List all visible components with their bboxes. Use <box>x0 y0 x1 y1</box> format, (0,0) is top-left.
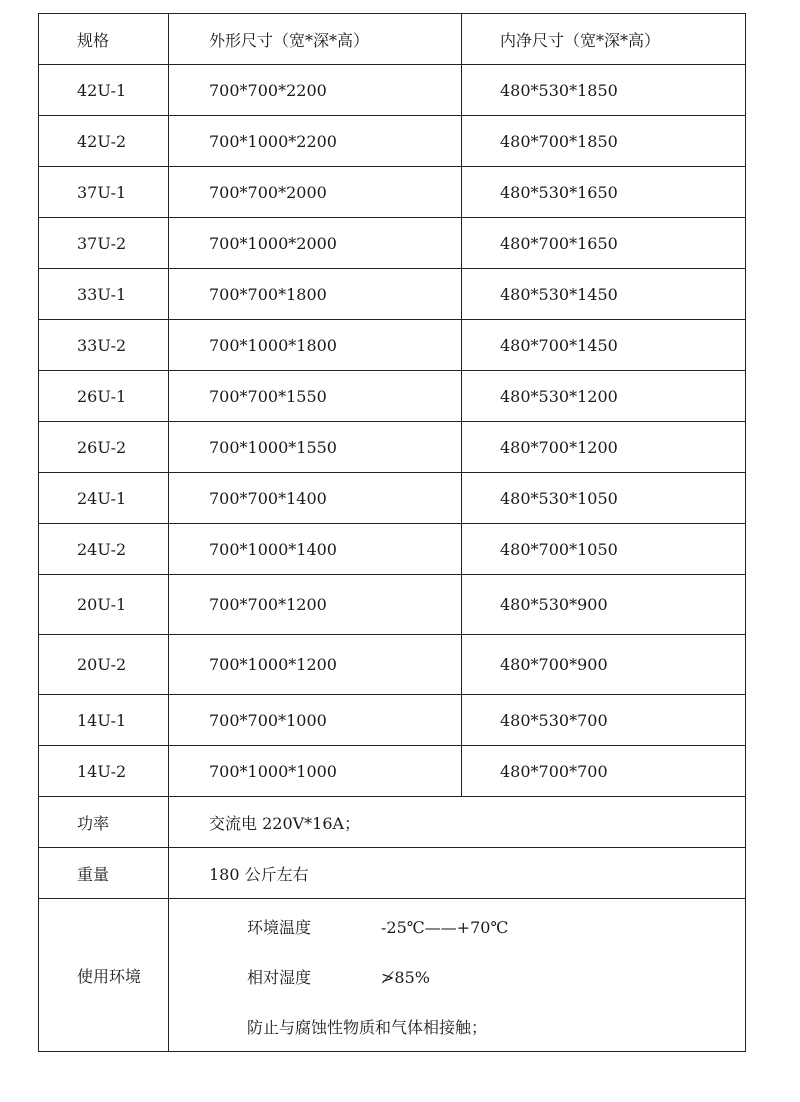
spec-cell: 37U-2 <box>39 218 169 269</box>
outer-size-cell: 700*1000*1800 <box>169 320 462 371</box>
table-row <box>39 524 746 575</box>
temperature-line <box>247 915 508 938</box>
outer-size-cell: 700*700*1000 <box>169 695 462 746</box>
inner-size-cell: 480*530*1850 <box>462 65 746 116</box>
spec-cell: 26U-2 <box>39 422 169 473</box>
weight-value: 180 公斤左右 <box>169 848 746 899</box>
inner-size-cell: 480*700*900 <box>462 635 746 695</box>
outer-size-cell: 700*700*1400 <box>169 473 462 524</box>
outer-size-cell: 700*1000*1550 <box>169 422 462 473</box>
inner-size-cell: 480*530*1450 <box>462 269 746 320</box>
spec-table <box>38 13 746 1052</box>
table-row <box>39 746 746 797</box>
table-row <box>39 116 746 167</box>
outer-size-cell: 700*700*1200 <box>169 575 462 635</box>
table-row <box>39 422 746 473</box>
spec-cell: 14U-2 <box>39 746 169 797</box>
inner-size-cell: 480*530*700 <box>462 695 746 746</box>
spec-cell: 42U-2 <box>39 116 169 167</box>
inner-size-cell: 480*700*1450 <box>462 320 746 371</box>
temperature-label: 环境温度 <box>247 918 312 937</box>
header-outer-size: 外形尺寸（宽*深*高） <box>169 14 462 65</box>
inner-size-cell: 480*530*1050 <box>462 473 746 524</box>
table-row <box>39 218 746 269</box>
temperature-value: -25℃——+70℃ <box>381 918 509 937</box>
outer-size-cell: 700*1000*1000 <box>169 746 462 797</box>
table-row <box>39 269 746 320</box>
table-row <box>39 167 746 218</box>
spec-cell: 20U-2 <box>39 635 169 695</box>
header-row <box>39 14 746 65</box>
outer-size-cell: 700*700*1800 <box>169 269 462 320</box>
spec-cell: 24U-1 <box>39 473 169 524</box>
environment-details <box>169 899 746 1052</box>
power-value: 交流电 220V*16A； <box>169 797 746 848</box>
environment-row <box>39 899 746 1052</box>
inner-size-cell: 480*530*900 <box>462 575 746 635</box>
outer-size-cell: 700*1000*1200 <box>169 635 462 695</box>
power-row <box>39 797 746 848</box>
outer-size-cell: 700*700*1550 <box>169 371 462 422</box>
table-row <box>39 695 746 746</box>
outer-size-cell: 700*1000*2200 <box>169 116 462 167</box>
spec-cell: 14U-1 <box>39 695 169 746</box>
spec-cell: 24U-2 <box>39 524 169 575</box>
table-row <box>39 371 746 422</box>
outer-size-cell: 700*1000*1400 <box>169 524 462 575</box>
inner-size-cell: 480*700*1200 <box>462 422 746 473</box>
inner-size-cell: 480*700*1850 <box>462 116 746 167</box>
spec-cell: 33U-1 <box>39 269 169 320</box>
inner-size-cell: 480*530*1650 <box>462 167 746 218</box>
spec-cell: 26U-1 <box>39 371 169 422</box>
header-spec: 规格 <box>39 14 169 65</box>
inner-size-cell: 480*700*700 <box>462 746 746 797</box>
spec-cell: 33U-2 <box>39 320 169 371</box>
environment-label: 使用环境 <box>39 899 169 1052</box>
outer-size-cell: 700*1000*2000 <box>169 218 462 269</box>
table-row <box>39 320 746 371</box>
weight-label: 重量 <box>39 848 169 899</box>
table-row <box>39 575 746 635</box>
spec-cell: 42U-1 <box>39 65 169 116</box>
table-row <box>39 473 746 524</box>
outer-size-cell: 700*700*2200 <box>169 65 462 116</box>
inner-size-cell: 480*530*1200 <box>462 371 746 422</box>
outer-size-cell: 700*700*2000 <box>169 167 462 218</box>
humidity-value: ≯85% <box>381 968 430 987</box>
spec-cell: 37U-1 <box>39 167 169 218</box>
humidity-label: 相对湿度 <box>247 968 312 987</box>
table-row <box>39 635 746 695</box>
header-inner-size: 内净尺寸（宽*深*高） <box>462 14 746 65</box>
corrosion-note: 防止与腐蚀性物质和气体相接触； <box>247 1018 488 1037</box>
power-label: 功率 <box>39 797 169 848</box>
inner-size-cell: 480*700*1050 <box>462 524 746 575</box>
spec-cell: 20U-1 <box>39 575 169 635</box>
table-row <box>39 65 746 116</box>
inner-size-cell: 480*700*1650 <box>462 218 746 269</box>
weight-row <box>39 848 746 899</box>
humidity-line <box>247 965 430 988</box>
